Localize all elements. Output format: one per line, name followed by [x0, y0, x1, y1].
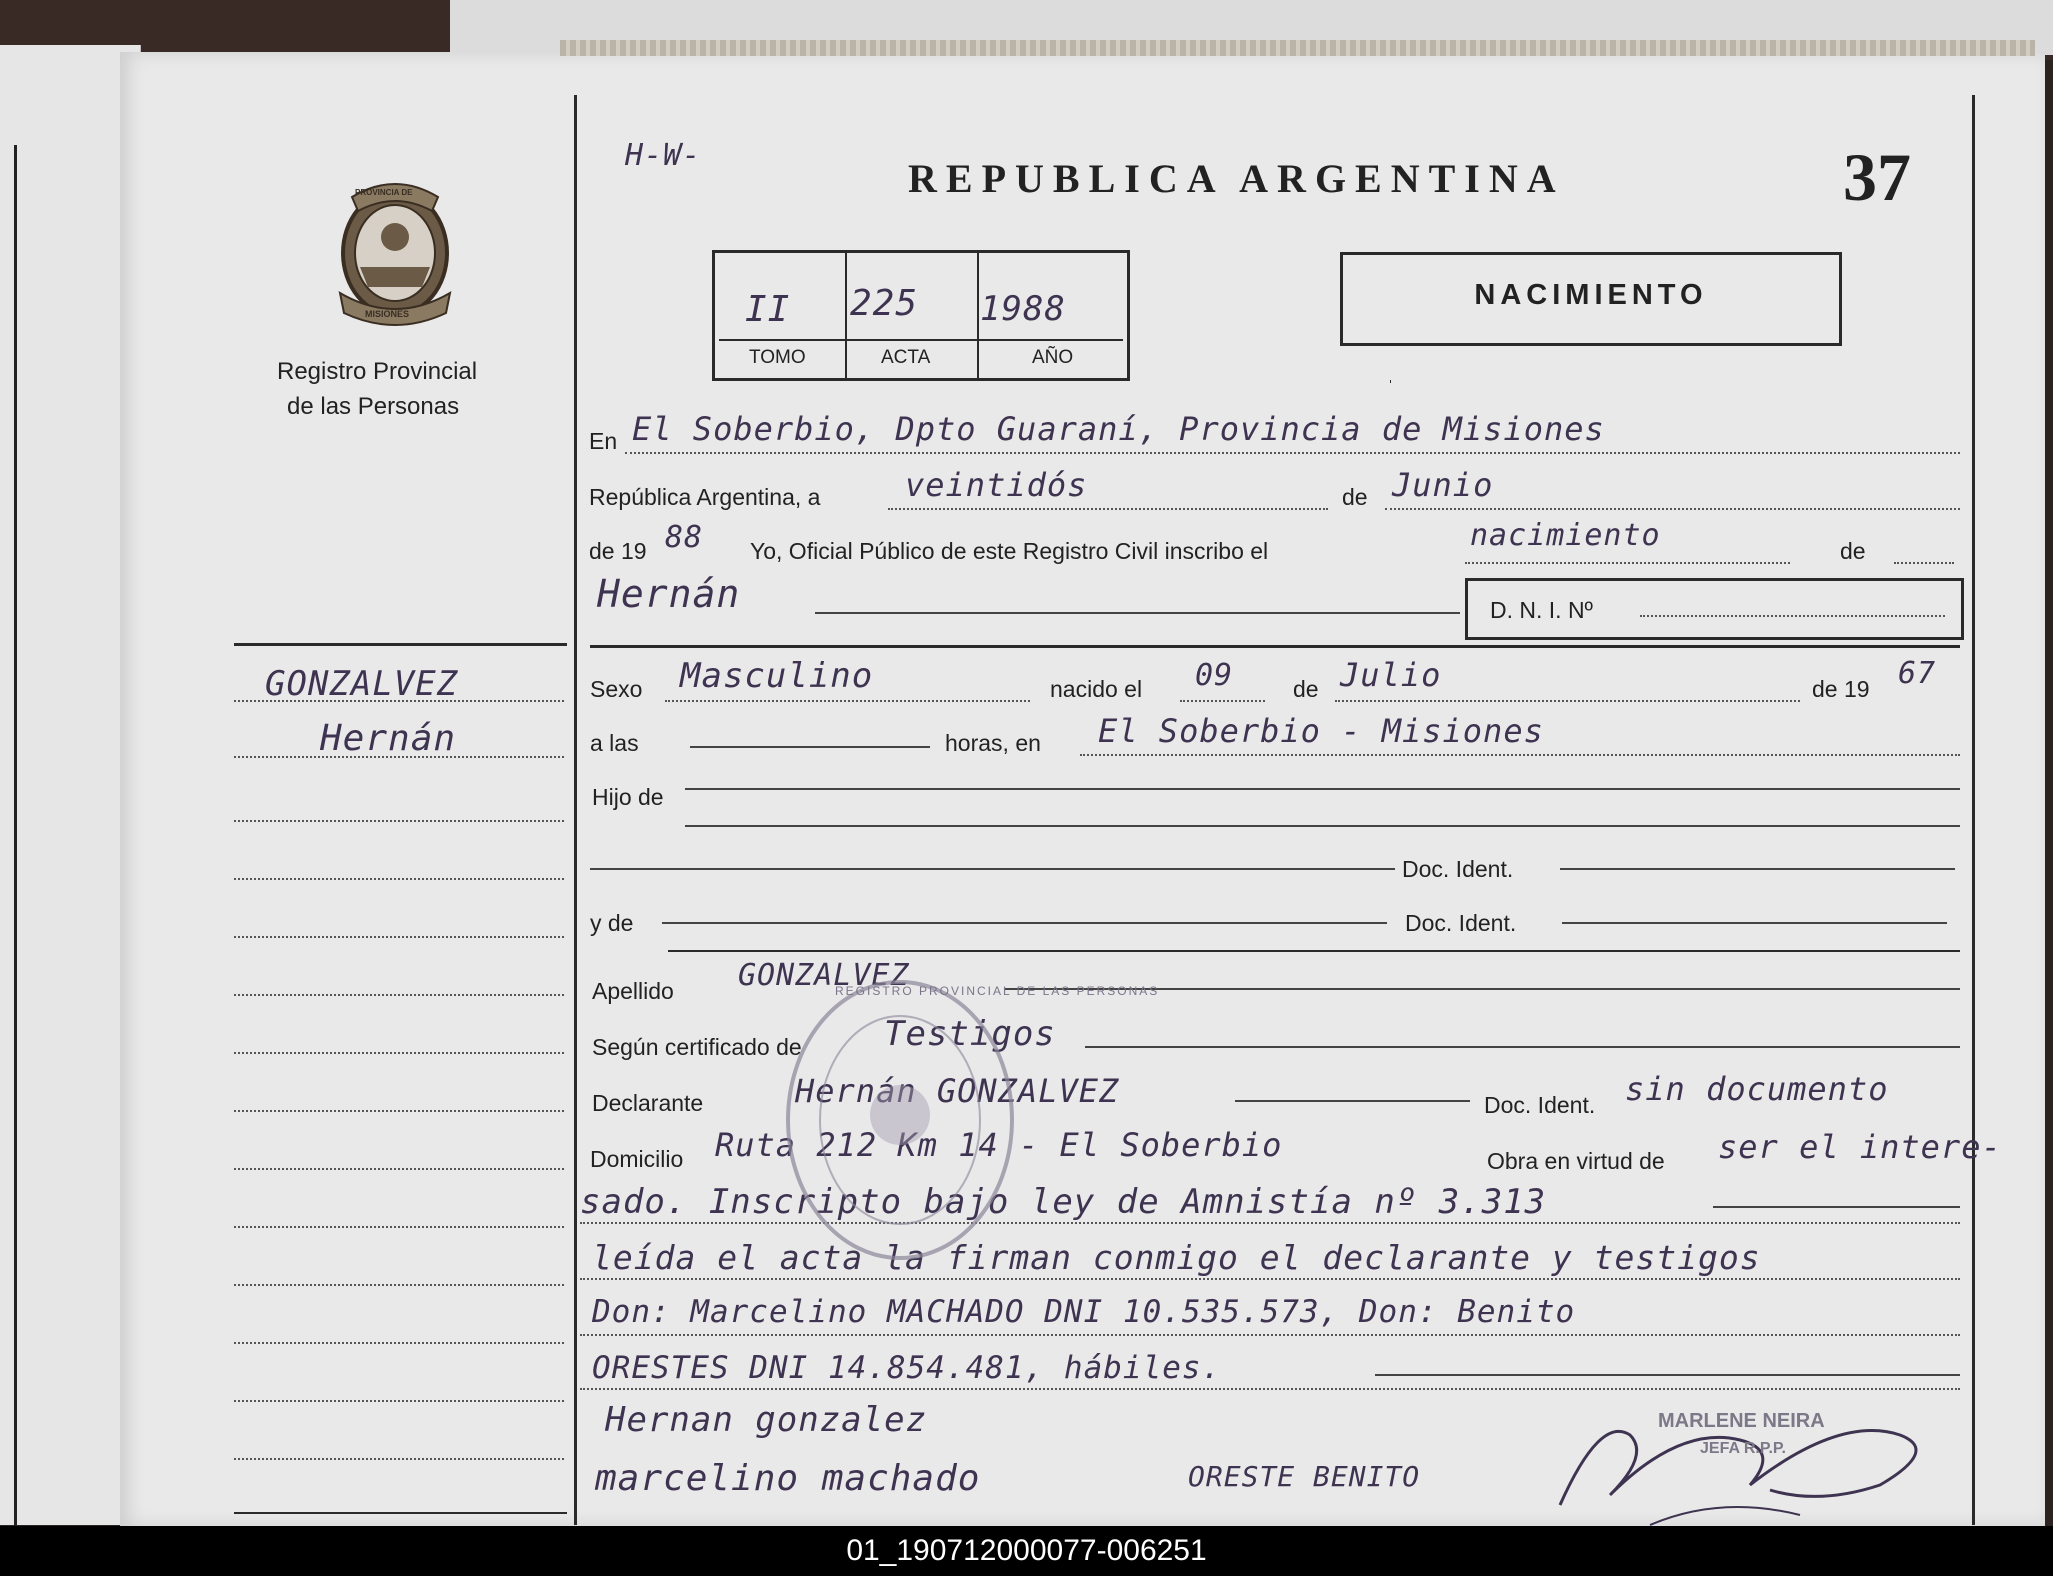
obra-label: Obra en virtud de	[1487, 1148, 1665, 1174]
father-name-line	[590, 868, 1395, 870]
margin-line	[234, 878, 564, 880]
year-suffix: 88	[665, 520, 704, 555]
image-caption: 01_190712000077-006251	[0, 1526, 2053, 1576]
yde-label: y de	[590, 910, 634, 936]
margin-surname: GONZALVEZ	[265, 664, 459, 704]
birth-place: El Soberbio - Misiones	[1098, 712, 1544, 750]
birth-day-line	[1180, 700, 1265, 702]
day-line	[888, 508, 1328, 510]
registry-name-line1: Registro Provincial	[277, 358, 478, 385]
inscribo-line	[1465, 562, 1790, 564]
record-type-label: NACIMIENTO	[1474, 279, 1708, 311]
margin-line	[234, 1458, 564, 1460]
de-label-1: de	[1342, 484, 1368, 510]
apellido-label: Apellido	[592, 978, 674, 1004]
page-title: REPUBLICA ARGENTINA	[908, 156, 1565, 201]
domicilio-value: Ruta 212 Km 14 - El Soberbio	[715, 1126, 1283, 1164]
margin-line	[234, 1400, 564, 1402]
box-underline	[719, 339, 1123, 341]
obra-line5-fill	[1375, 1374, 1960, 1376]
acta-value: 225	[850, 283, 919, 324]
margin-bottom-line	[234, 1512, 567, 1514]
margin-line	[234, 1052, 564, 1054]
doc-ident-line-2	[1562, 922, 1947, 924]
registry-name-line2: de las Personas	[287, 393, 460, 420]
registry-stamp-icon	[780, 975, 1020, 1265]
doc-ident-1: Doc. Ident.	[1402, 856, 1514, 882]
sexo-label: Sexo	[590, 676, 643, 702]
domicilio-label: Domicilio	[590, 1146, 684, 1172]
obra-line2: sado. Inscripto bajo ley de Amnistía nº 3.313	[580, 1182, 1547, 1222]
day-value: veintidós	[905, 466, 1088, 504]
signature-marcelino: marcelino machado	[595, 1458, 981, 1499]
de-label-3: de	[1293, 676, 1319, 702]
previous-page-border	[14, 145, 17, 1565]
text-line	[580, 1278, 1960, 1280]
sexo-line	[665, 700, 1030, 702]
de19-label: de 19	[589, 538, 647, 564]
right-page-border	[1972, 95, 1975, 1525]
margin-line	[234, 820, 564, 822]
obra-line5: ORESTES DNI 14.854.481, hábiles.	[592, 1350, 1222, 1386]
margin-line	[234, 1284, 564, 1286]
box-divider-1	[845, 253, 847, 378]
month-value: Junio	[1392, 466, 1494, 504]
doc-ident-line-1	[1560, 868, 1955, 870]
margin-line	[234, 936, 564, 938]
declarante-label: Declarante	[592, 1090, 704, 1116]
ano-label: AÑO	[1032, 347, 1074, 368]
father-line	[685, 788, 1960, 790]
text-line	[580, 1334, 1960, 1336]
yo-label: Yo, Oficial Público de este Registro Civil inscribo el	[750, 538, 1269, 564]
horas-label: horas, en	[945, 730, 1041, 756]
text-line	[580, 1388, 1960, 1390]
margin-line	[234, 756, 564, 758]
signature-hernan: Hernan gonzalez	[605, 1400, 928, 1440]
name-line	[815, 612, 1460, 614]
en-label: En	[589, 428, 618, 454]
obra-line4: Don: Marcelino MACHADO DNI 10.535.573, Don: Benito	[592, 1294, 1576, 1330]
dni-line	[1640, 615, 1945, 617]
margin-line	[234, 994, 564, 996]
header-annotation: H-W-	[625, 138, 702, 173]
margin-line	[234, 1226, 564, 1228]
acta-label: ACTA	[881, 347, 931, 368]
certificado-value: Testigos	[884, 1014, 1056, 1054]
de19b-label: de 19	[1812, 676, 1870, 702]
doc-ident-3: Doc. Ident.	[1484, 1092, 1596, 1118]
republica-label: República Argentina, a	[589, 484, 821, 510]
page-number: 37	[1843, 139, 1911, 215]
record-type-box	[1340, 252, 1842, 346]
ano-value: 1988	[980, 289, 1066, 329]
father-line-2	[685, 825, 1960, 827]
seal-text-bottom: MISIONES	[365, 309, 410, 319]
tomo-value: II	[745, 289, 791, 330]
month-line	[1385, 508, 1960, 510]
margin-line	[234, 700, 564, 702]
doc-ident-2: Doc. Ident.	[1405, 910, 1517, 936]
margin-line	[234, 1342, 564, 1344]
place-value: El Soberbio, Dpto Guaraní, Provincia de Misiones	[632, 410, 1605, 448]
place-line	[625, 452, 1960, 454]
declarante-value: Hernán GONZALVEZ	[795, 1072, 1120, 1110]
de-line	[1894, 562, 1954, 564]
apellido-value: GONZALVEZ	[738, 958, 910, 993]
box-divider-2	[977, 253, 979, 378]
hijo-label: Hijo de	[592, 784, 664, 810]
book-binding	[560, 40, 2035, 56]
signature-oreste: ORESTE BENITO	[1188, 1460, 1421, 1493]
record-number-box	[712, 250, 1130, 381]
birth-month: Julio	[1340, 656, 1442, 694]
declarante-doc: sin documento	[1625, 1070, 1889, 1108]
declarante-line	[1235, 1100, 1470, 1102]
birth-place-line	[1080, 754, 1960, 756]
left-column-border	[574, 95, 577, 1525]
margin-name: Hernán	[320, 718, 457, 759]
inscribo-value: nacimiento	[1470, 518, 1661, 553]
section-separator-1	[590, 645, 1960, 648]
time-line	[690, 746, 930, 748]
official-stamp-name: MARLENE NEIRA	[1658, 1410, 1825, 1432]
official-stamp-title: JEFA R.P.P.	[1700, 1440, 1786, 1457]
birth-month-line	[1335, 700, 1800, 702]
margin-line	[234, 1168, 564, 1170]
segun-label: Según certificado de	[592, 1034, 802, 1060]
margin-separator	[234, 643, 567, 646]
alas-label: a las	[590, 730, 639, 756]
dni-label: D. N. I. Nº	[1490, 597, 1593, 623]
margin-line	[234, 1110, 564, 1112]
section-separator-2	[668, 950, 1960, 952]
spacer	[1390, 380, 1391, 383]
seal-text-top: PROVINCIA DE	[355, 188, 413, 197]
obra-line3: leída el acta la firman conmigo el declarante y testigos	[592, 1238, 1761, 1277]
obra-line2-fill	[1713, 1206, 1960, 1208]
dni-box	[1465, 578, 1964, 640]
de-label-2: de	[1840, 538, 1866, 564]
mother-line	[662, 922, 1387, 924]
tomo-label: TOMO	[749, 347, 806, 368]
registered-name: Hernán	[597, 572, 741, 616]
obra-line1: ser el intere-	[1718, 1128, 2002, 1166]
birth-day: 09	[1195, 658, 1234, 693]
nacido-label: nacido el	[1050, 676, 1143, 702]
stamp-text: REGISTRO PROVINCIAL DE LAS PERSONAS	[835, 984, 1160, 998]
sexo-value: Masculino	[680, 656, 874, 696]
birth-year-suffix: 67	[1898, 656, 1937, 691]
certificado-line	[1085, 1046, 1960, 1048]
